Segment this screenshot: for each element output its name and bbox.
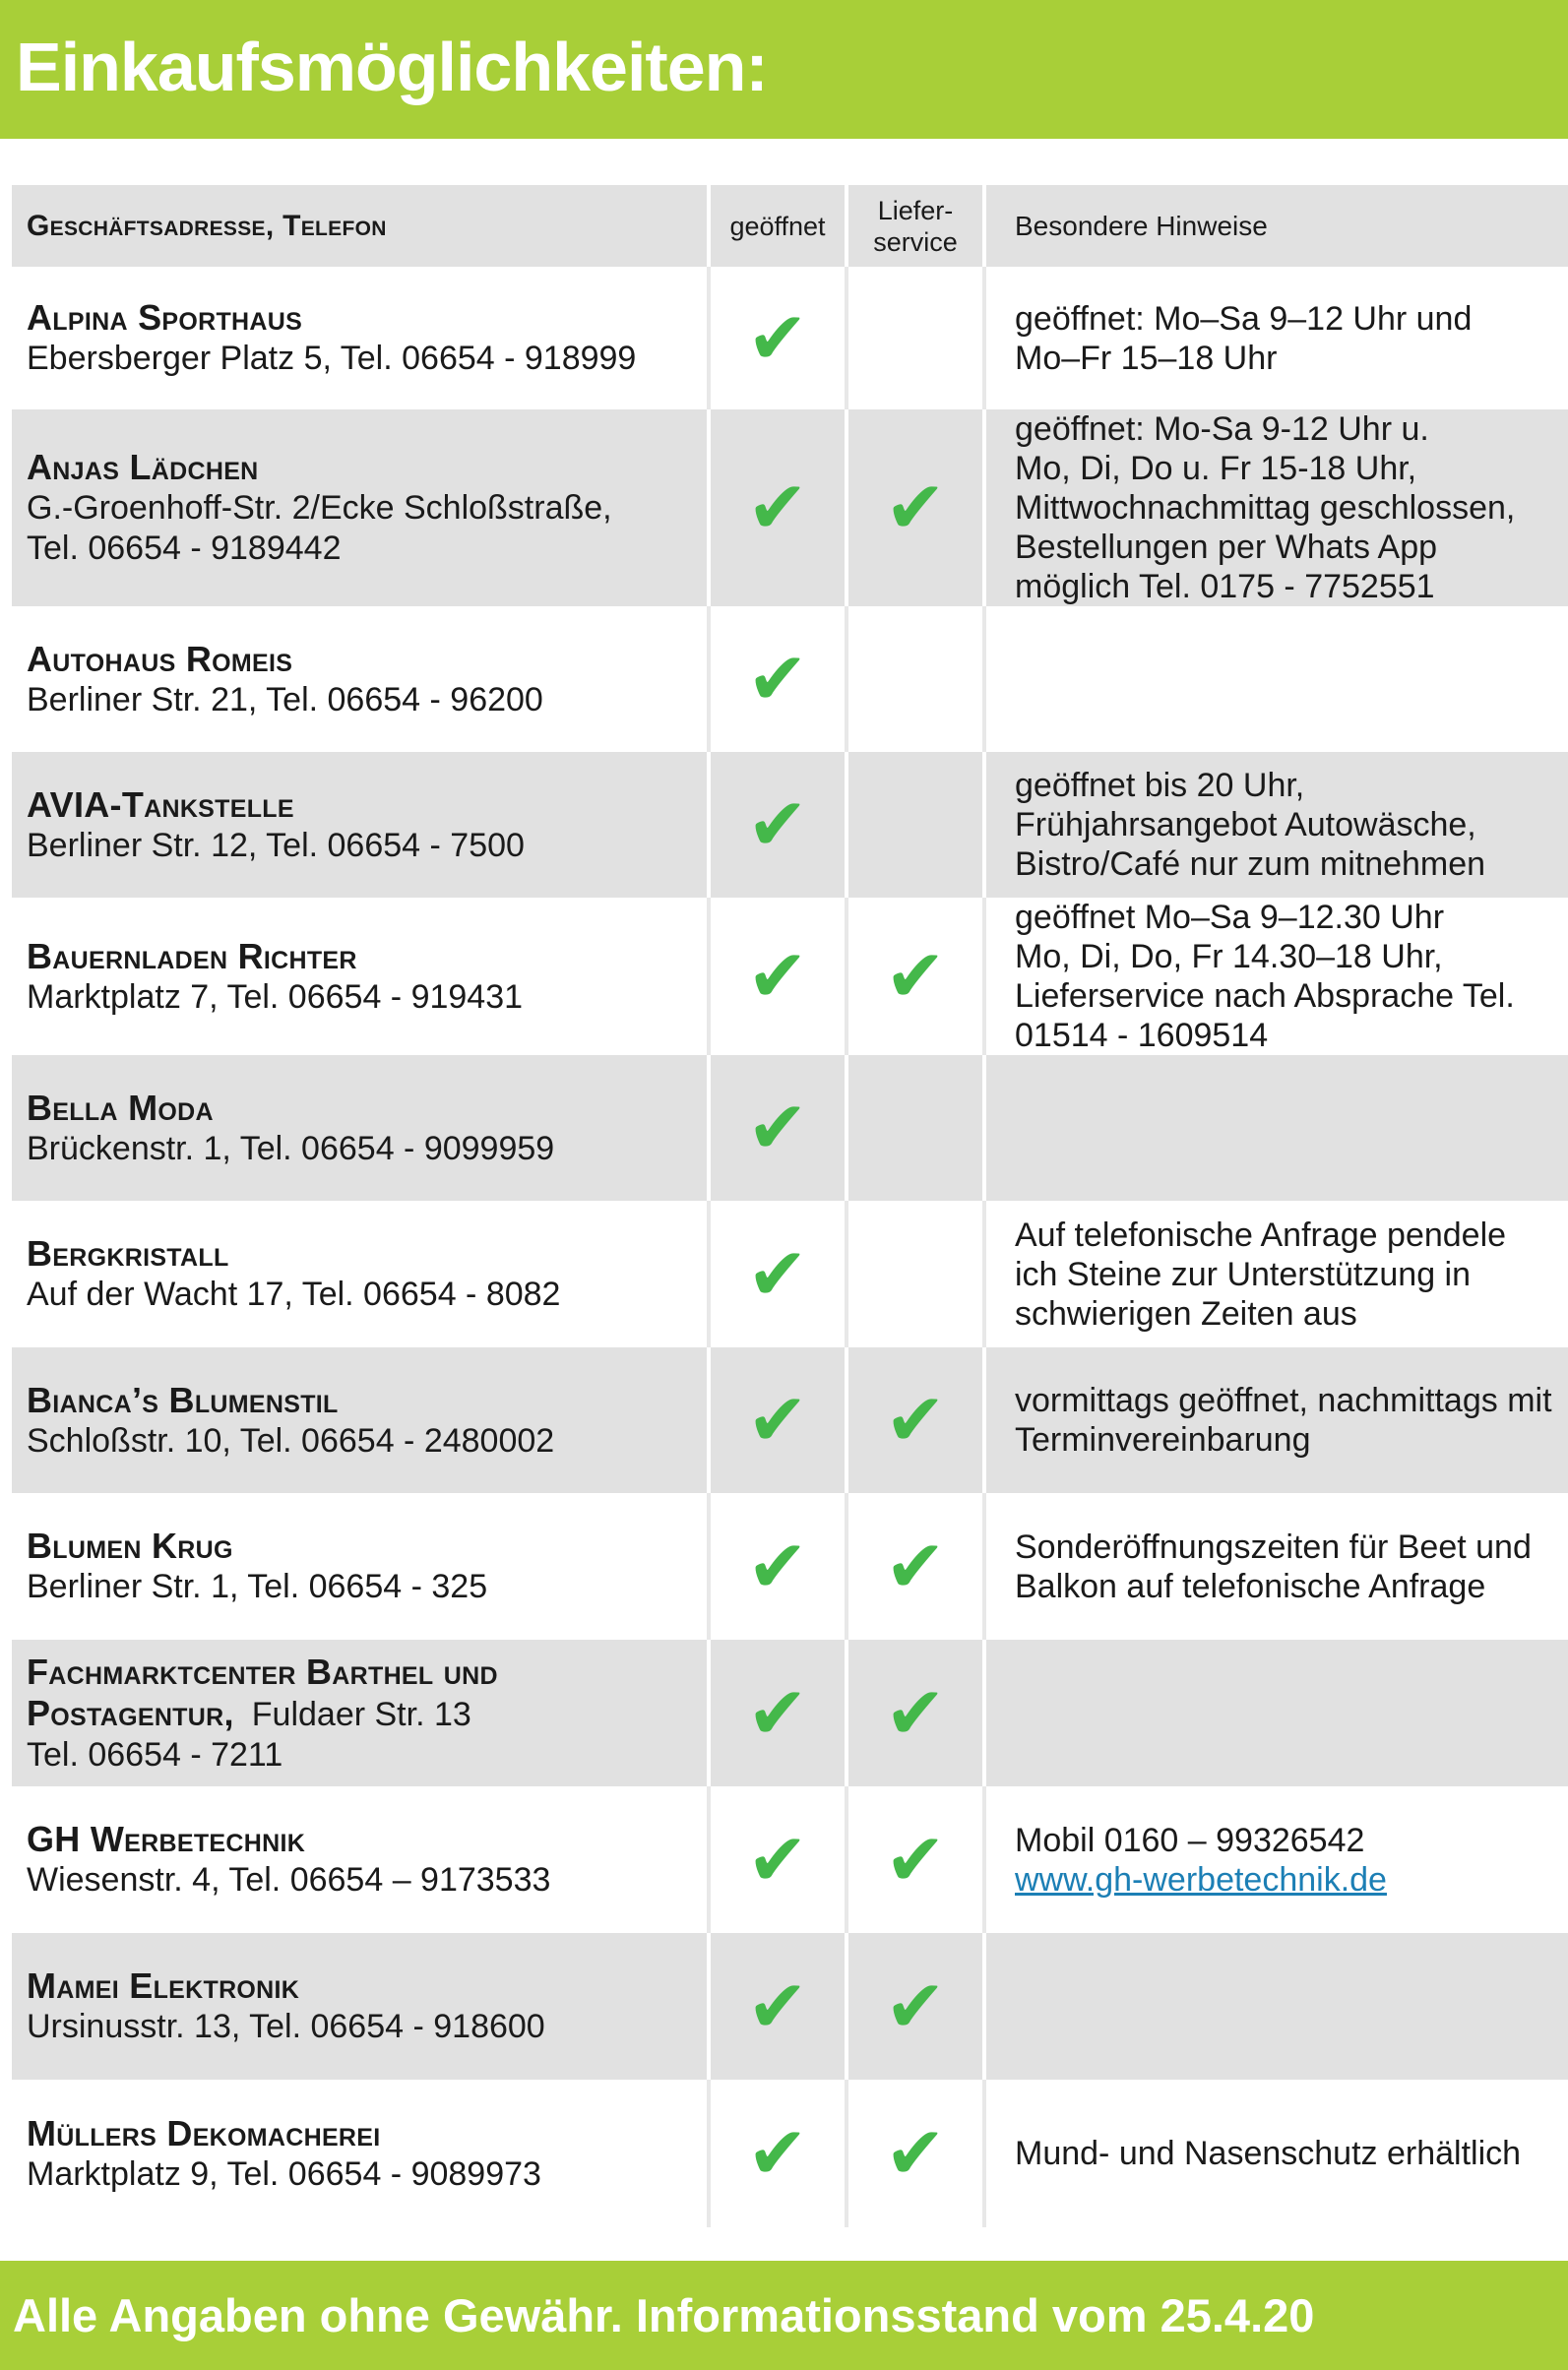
delivery-cell: [847, 1786, 984, 1933]
shop-note: Auf telefonische Anfrage pendele ich Steine zur Unterstützung in schwierigen Zeiten aus: [1015, 1216, 1507, 1333]
header-delivery: Liefer- service: [873, 195, 958, 257]
table-row: [12, 1347, 1568, 1493]
shop-address: Schloßstr. 10, Tel. 06654 - 2480002: [27, 1421, 555, 1460]
check-mark-icon: ✔: [746, 935, 808, 1017]
check-mark-icon: ✔: [884, 1671, 946, 1754]
shop-note: geöffnet Mo–Sa 9–12.30 Uhr Mo, Di, Do, Fr 14.30–18 Uhr, Lieferservice nach Absprache Tel. 01514 - 1609514: [1015, 899, 1515, 1054]
shop-name: Bergkristall: [27, 1233, 229, 1274]
notes-cell: [984, 1933, 1568, 2080]
check-mark-icon: ✔: [746, 1232, 808, 1315]
open-cell: [709, 1055, 847, 1201]
shop-address-cell: [12, 267, 709, 409]
shop-address: Brückenstr. 1, Tel. 06654 - 9099959: [27, 1129, 555, 1167]
shop-name: Alpina Sporthaus: [27, 297, 303, 338]
shop-address-cell: [12, 1493, 709, 1640]
footer-disclaimer: Alle Angaben ohne Gewähr. Informationsstand vom 25.4.20: [13, 2289, 1315, 2341]
website-link[interactable]: www.gh-werbetechnik.de: [1015, 1860, 1387, 1899]
shop-address: Berliner Str. 1, Tel. 06654 - 325: [27, 1568, 488, 1605]
shop-name: Bauernladen Richter: [27, 935, 357, 976]
open-cell: [709, 2080, 847, 2227]
shop-address-cell: [12, 1055, 709, 1201]
shop-address-cell: [12, 1640, 709, 1786]
shop-name: Mamei Elektronik: [27, 1965, 300, 2006]
delivery-cell: [847, 1640, 984, 1786]
shop-note: geöffnet: Mo–Sa 9–12 Uhr und Mo–Fr 15–18 Uhr: [1015, 299, 1473, 377]
check-mark-icon: ✔: [884, 467, 946, 548]
table-row: [12, 1933, 1568, 2080]
shop-name: GH Werbetechnik: [27, 1819, 306, 1859]
table-row: [12, 1640, 1568, 1786]
open-cell: [709, 1493, 847, 1640]
table-row: [12, 267, 1568, 409]
shop-address: G.-Groenhoff-Str. 2/Ecke Schloßstraße, Tel. 06654 - 9189442: [27, 489, 612, 567]
shop-address: Berliner Str. 12, Tel. 06654 - 7500: [27, 826, 525, 864]
check-mark-icon: ✔: [746, 296, 808, 379]
open-cell: [709, 409, 847, 606]
table-row: [12, 1055, 1568, 1201]
shop-address-cell: [12, 606, 709, 752]
title-banner: [0, 0, 1568, 139]
check-mark-icon: ✔: [746, 783, 808, 865]
shop-name-continued: Postagentur,: [27, 1692, 234, 1733]
delivery-cell: [847, 898, 984, 1055]
table-row: [12, 409, 1568, 606]
shop-address-cell: [12, 1347, 709, 1493]
shop-address: Marktplatz 7, Tel. 06654 - 919431: [27, 977, 524, 1016]
check-mark-icon: ✔: [746, 2112, 808, 2194]
check-mark-icon: ✔: [884, 1965, 946, 2047]
notes-cell: [984, 606, 1568, 752]
open-cell: [709, 1201, 847, 1347]
check-mark-icon: ✔: [884, 1525, 946, 1607]
shop-address-cell: [12, 1201, 709, 1347]
shop-address-cell: [12, 2080, 709, 2227]
shop-name: Blumen Krug: [27, 1526, 233, 1566]
shop-address-cell: [12, 898, 709, 1055]
open-cell: [709, 1786, 847, 1933]
shop-note: Sonderöffnungszeiten für Beet und Balkon auf telefonische Anfrage: [1015, 1528, 1532, 1605]
shop-address: Auf der Wacht 17, Tel. 06654 - 8082: [27, 1276, 561, 1313]
table-row: [12, 752, 1568, 898]
table-row: [12, 2080, 1568, 2227]
table-header: [12, 185, 1568, 267]
open-cell: [709, 1640, 847, 1786]
delivery-cell: [847, 1201, 984, 1347]
check-mark-icon: ✔: [746, 638, 808, 719]
table-row: [12, 1786, 1568, 1933]
shop-address-cell: [12, 1933, 709, 2080]
check-mark-icon: ✔: [746, 1965, 808, 2047]
check-mark-icon: ✔: [746, 1379, 808, 1461]
open-cell: [709, 1347, 847, 1493]
shop-note: geöffnet: Mo-Sa 9-12 Uhr u. Mo, Di, Do u. Fr 15-18 Uhr, Mittwochnachmittag geschlossen, Bestellungen per Whats App möglich Tel. 0175 - 7752551: [1015, 410, 1516, 605]
delivery-cell: [847, 1933, 984, 2080]
delivery-cell: [847, 267, 984, 409]
shop-note: vormittags geöffnet, nachmittags mit Terminvereinbarung: [1015, 1382, 1552, 1459]
table-row: [12, 606, 1568, 752]
header-open: geöffnet: [729, 211, 826, 241]
table-row: [12, 898, 1568, 1055]
delivery-cell: [847, 1493, 984, 1640]
shop-address: Berliner Str. 21, Tel. 06654 - 96200: [27, 680, 543, 718]
header-notes: Besondere Hinweise: [1015, 210, 1268, 241]
shops-table: [12, 185, 1568, 2227]
notes-cell: [984, 1786, 1568, 1933]
notes-cell: [984, 267, 1568, 409]
check-mark-icon: ✔: [884, 1818, 946, 1901]
shop-name: Autohaus Romeis: [27, 638, 293, 679]
open-cell: [709, 1933, 847, 2080]
table-body: [12, 267, 1568, 2227]
delivery-cell: [847, 752, 984, 898]
notes-cell: [984, 1201, 1568, 1347]
check-mark-icon: ✔: [746, 1671, 808, 1754]
shop-address-cell: [12, 1786, 709, 1933]
notes-cell: [984, 1493, 1568, 1640]
delivery-cell: [847, 1347, 984, 1493]
shop-note: Mobil 0160 – 99326542: [1015, 1821, 1365, 1859]
shop-name: Bella Moda: [27, 1087, 214, 1128]
check-mark-icon: ✔: [746, 1087, 808, 1168]
shop-address: Wiesenstr. 4, Tel. 06654 – 9173533: [27, 1861, 551, 1899]
shop-name: Fachmarktcenter Barthel und: [27, 1651, 498, 1692]
header-address: Geschäftsadresse, Telefon: [27, 209, 387, 242]
shop-address: Ursinusstr. 13, Tel. 06654 - 918600: [27, 2008, 545, 2045]
check-mark-icon: ✔: [884, 2112, 946, 2194]
shop-address-cell: [12, 752, 709, 898]
page-title: Einkaufsmöglichkeiten:: [16, 29, 768, 105]
shop-name: AVIA-Tankstelle: [27, 783, 294, 825]
open-cell: [709, 898, 847, 1055]
shop-name: Anjas Lädchen: [27, 447, 259, 487]
delivery-cell: [847, 1055, 984, 1201]
shop-address-cell: [12, 409, 709, 606]
delivery-cell: [847, 2080, 984, 2227]
shop-street: Fuldaer Str. 13: [251, 1695, 471, 1733]
notes-cell: [984, 1055, 1568, 1201]
shop-address: Tel. 06654 - 7211: [27, 1735, 283, 1774]
table-row: [12, 1201, 1568, 1347]
shop-name: Bianca’s Blumenstil: [27, 1379, 339, 1420]
check-mark-icon: ✔: [884, 935, 946, 1017]
delivery-cell: [847, 606, 984, 752]
check-mark-icon: ✔: [746, 1525, 808, 1607]
shop-address: Marktplatz 9, Tel. 06654 - 9089973: [27, 2154, 541, 2193]
notes-cell: [984, 2080, 1568, 2227]
check-mark-icon: ✔: [746, 467, 808, 548]
open-cell: [709, 606, 847, 752]
shop-address: Ebersberger Platz 5, Tel. 06654 - 918999: [27, 340, 637, 377]
notes-cell: [984, 1347, 1568, 1493]
notes-cell: [984, 898, 1568, 1055]
delivery-cell: [847, 409, 984, 606]
check-mark-icon: ✔: [746, 1818, 808, 1901]
table-row: [12, 1493, 1568, 1640]
notes-cell: [984, 752, 1568, 898]
shop-note: Mund- und Nasenschutz erhältlich: [1015, 2135, 1522, 2172]
open-cell: [709, 267, 847, 409]
open-cell: [709, 752, 847, 898]
shop-name: Müllers Dekomacherei: [27, 2112, 381, 2153]
notes-cell: [984, 409, 1568, 606]
notes-cell: [984, 1640, 1568, 1786]
shop-note: geöffnet bis 20 Uhr, Frühjahrsangebot Autowäsche, Bistro/Café nur zum mitnehmen: [1015, 767, 1486, 883]
check-mark-icon: ✔: [884, 1379, 946, 1461]
footer-banner: [0, 2261, 1568, 2370]
